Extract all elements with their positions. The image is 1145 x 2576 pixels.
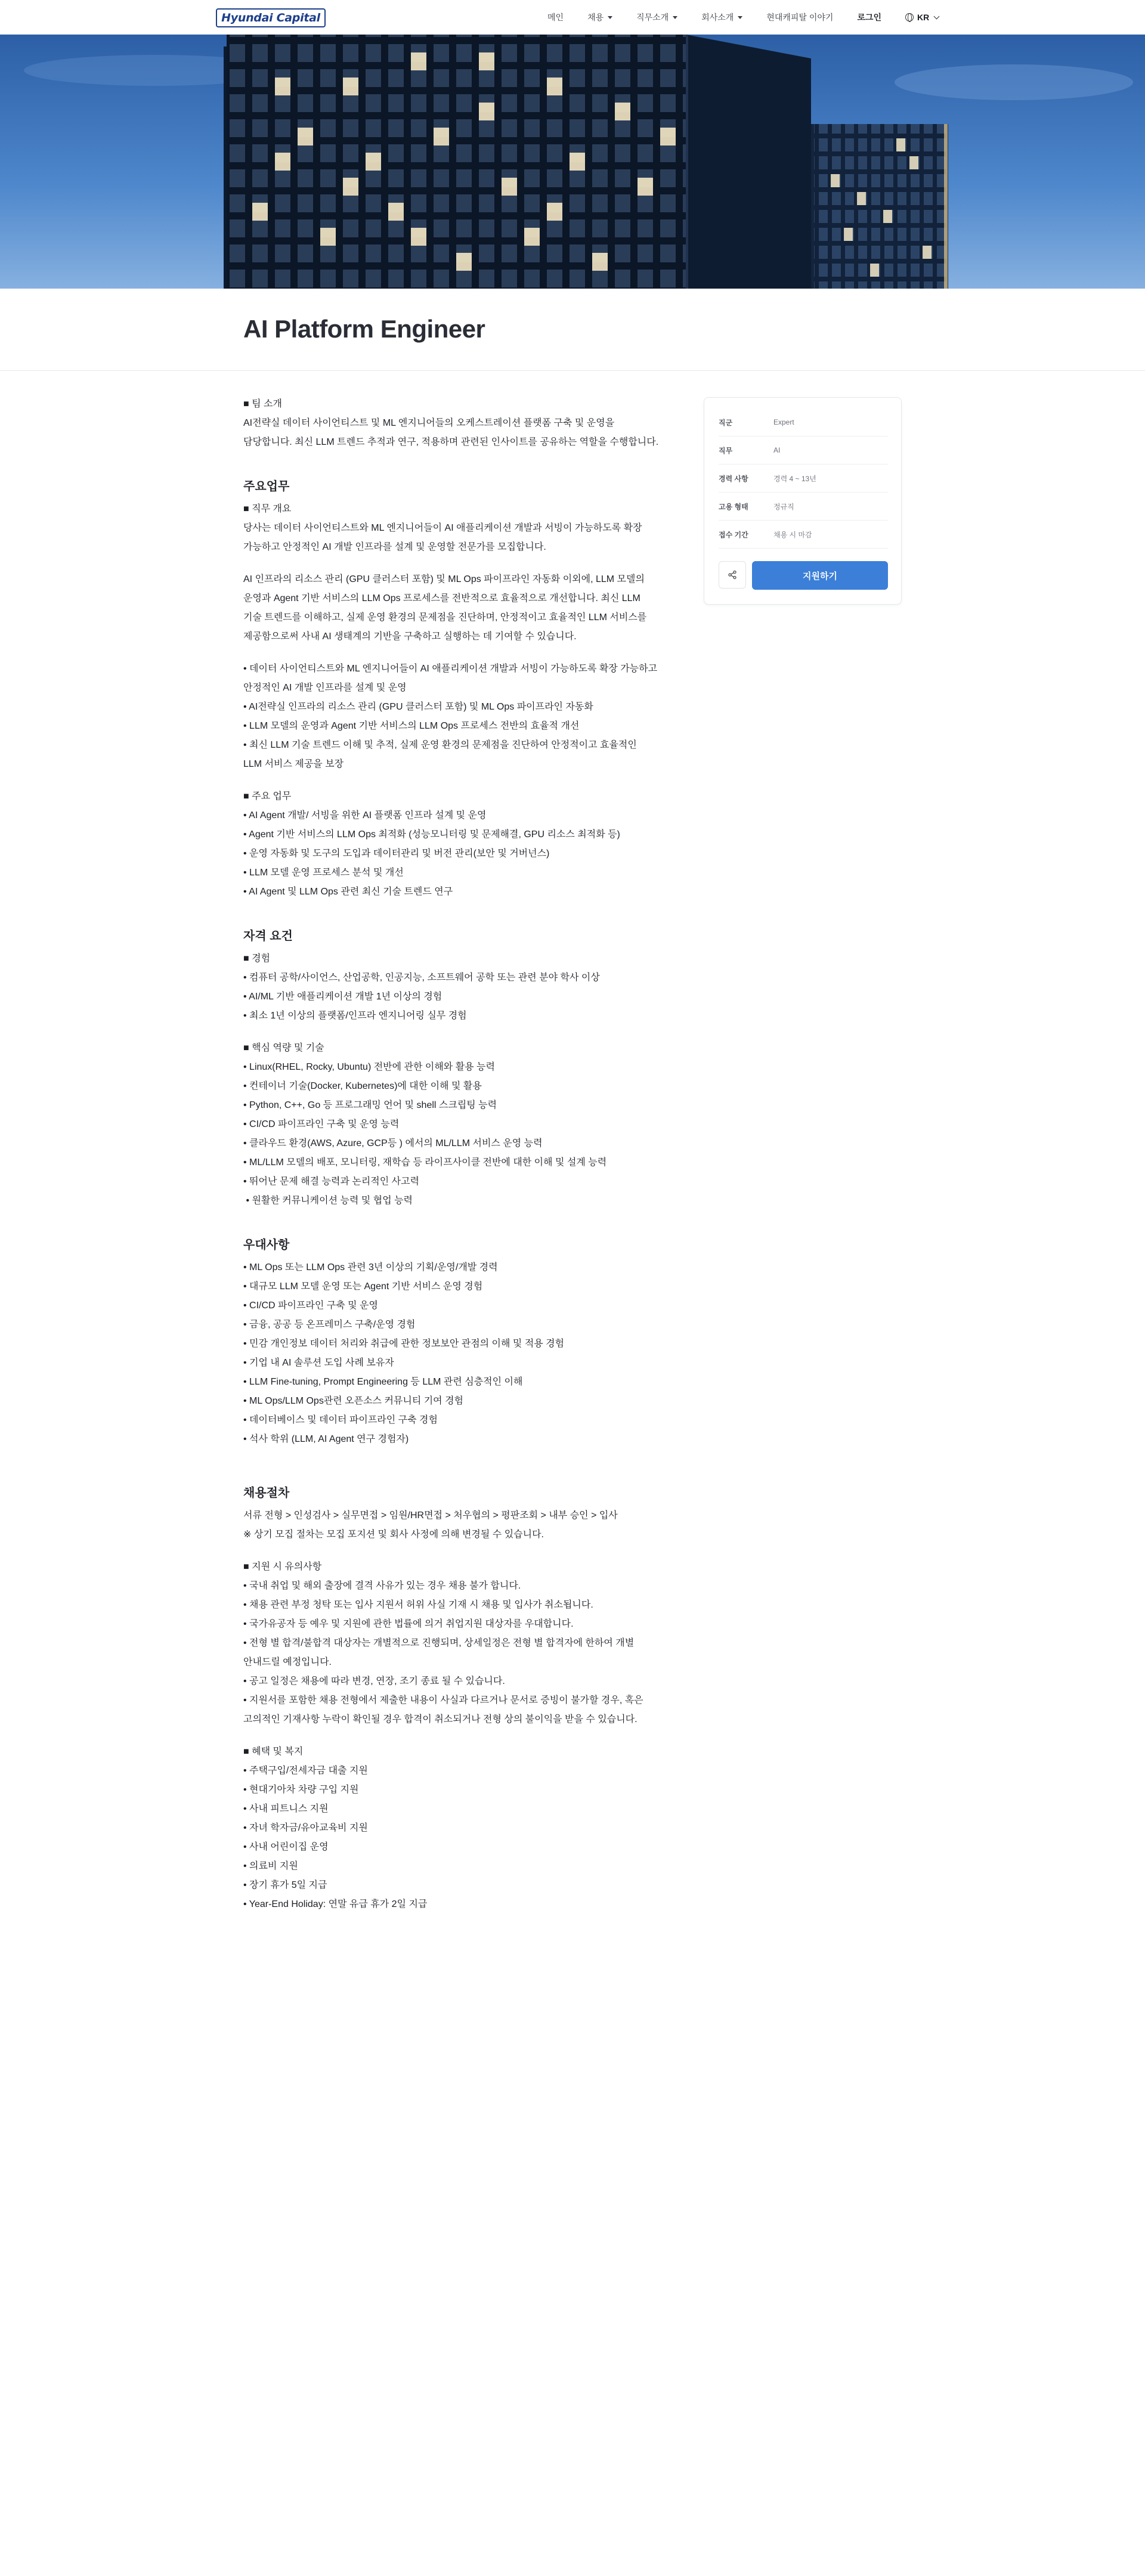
duty-item: • Agent 기반 서비스의 LLM Ops 최적화 (성능모니터링 및 문제해결, GPU 리소스 최적화 등): [243, 829, 620, 840]
card-value: Expert: [773, 418, 794, 426]
nav-item-recruit[interactable]: [587, 11, 612, 23]
card-key: 직군: [719, 418, 733, 427]
skill-item: • Python, C++, Go 등 프로그래밍 언어 및 shell 스크립팅 능력: [243, 1100, 497, 1110]
team-line: 담당합니다. 최신 LLM 트렌드 추적과 연구, 적용하며 관련된 인사이트를 공유하는 역할을 수행합니다.: [243, 437, 659, 447]
nav-label: 직무소개: [636, 13, 669, 22]
overview-bullet: • 최신 LLM 기술 트렌드 이해 및 추적, 실제 운영 환경의 문제점을 진단하여 안정적이고 효율적인: [243, 740, 637, 750]
nav-label: 회사소개: [701, 13, 734, 22]
overview-line: 가능하고 안정적인 AI 개발 인프라를 설계 및 운영할 전문가를 모집합니다.: [243, 542, 546, 552]
skill-item: • 원활한 커뮤니케이션 능력 및 협업 능력: [243, 1196, 413, 1206]
benefit-item: • Year-End Holiday: 연말 유급 휴가 2일 지급: [243, 1899, 428, 1909]
skill-item: • CI/CD 파이프라인 구축 및 운영 능력: [243, 1119, 400, 1129]
hyundai-capital-logo[interactable]: [216, 8, 326, 27]
nav-item-main[interactable]: [547, 11, 564, 23]
nav-item-company[interactable]: [701, 11, 742, 23]
skill-item: • 뛰어난 문제 해결 능력과 논리적인 사고력: [243, 1176, 420, 1187]
nav-item-jobs[interactable]: [636, 11, 677, 23]
process-line: 서류 전형 > 인성검사 > 실무면접 > 임원/HR면접 > 처우협의 > 평판조회 > 내부 승인 > 입사: [243, 1510, 618, 1521]
language-selector[interactable]: [905, 13, 939, 22]
preferred-item: • 금융, 공공 등 온프레미스 구축/운영 경험: [243, 1320, 416, 1330]
card-key: 경력 사항: [719, 474, 748, 483]
globe-icon: [905, 13, 914, 21]
process-note: ※ 상기 모집 절차는 모집 포지션 및 회사 사정에 의해 변경될 수 있습니다.: [243, 1530, 544, 1540]
notice-line: 고의적인 기재사항 누락이 확인될 경우 합격이 취소되거나 전형 상의 불이익을 받을 수 있습니다.: [243, 1714, 638, 1724]
hero-building-image: [0, 35, 1145, 289]
nav-label: 채용: [587, 13, 604, 22]
page-title: AI Platform Engineer: [243, 315, 485, 343]
overview-line: 제공함으로써 사내 AI 생태계의 기반을 구축하고 실행하는 데 기여할 수 있습니다.: [243, 631, 577, 642]
duty-item: • LLM 모델 운영 프로세스 분석 및 개선: [243, 868, 404, 878]
card-value: 정규직: [773, 502, 794, 511]
process-title: 채용절차: [243, 1487, 290, 1500]
skills-heading: ■ 핵심 역량 및 기술: [243, 1043, 324, 1053]
skill-item: • 컨테이너 기술(Docker, Kubernetes)에 대한 이해 및 활용: [243, 1081, 482, 1091]
skill-item: • ML/LLM 모델의 배포, 모니터링, 재학습 등 라이프사이클 전반에 대한 이해 및 설계 능력: [243, 1157, 607, 1168]
duty-item: • 운영 자동화 및 도구의 도입과 데이터관리 및 버전 관리(보안 및 거버넌스): [243, 849, 550, 859]
nav-item-story[interactable]: [766, 11, 833, 23]
qualifications-title: 자격 요건: [243, 930, 293, 943]
team-heading: ■ 팀 소개: [243, 399, 282, 409]
chevron-down-icon: [934, 13, 940, 19]
skill-item: • 클라우드 환경(AWS, Azure, GCP등 ) 에서의 ML/LLM 서비스 운영 능력: [243, 1138, 543, 1148]
overview-bullet: • AI전략실 인프라의 리소스 관리 (GPU 클러스터 포함) 및 ML Ops 파이프라인 자동화: [243, 702, 593, 712]
language-label: KR: [917, 13, 930, 22]
notice-line: • 전형 별 합격/불합격 대상자는 개별적으로 진행되며, 상세일정은 전형 별 합격자에 한하여 개별: [243, 1638, 635, 1648]
login-link[interactable]: 로그인: [857, 13, 882, 22]
nav-label: 현대캐피탈 이야기: [766, 13, 834, 22]
experience-heading: ■ 경험: [243, 953, 271, 964]
card-row-employment-type: [719, 493, 888, 521]
card-row-application-period: [719, 521, 888, 549]
preferred-item: • ML Ops 또는 LLM Ops 관련 3년 이상의 기획/운영/개발 경력: [243, 1262, 498, 1272]
preferred-item: • 데이터베이스 및 데이터 파이프라인 구축 경험: [243, 1415, 438, 1425]
overview-heading: ■ 직무 개요: [243, 504, 292, 514]
preferred-item: • 민감 개인정보 데이터 처리와 취급에 관한 정보보안 관점의 이해 및 적용 경험: [243, 1339, 565, 1349]
experience-item: • AI/ML 기반 애플리케이션 개발 1년 이상의 경험: [243, 992, 442, 1002]
site-header: [0, 0, 1145, 35]
main-nav: [547, 0, 939, 35]
job-summary-card: [704, 397, 902, 605]
apply-button[interactable]: 지원하기: [752, 561, 888, 590]
share-button[interactable]: [719, 561, 746, 589]
experience-item: • 컴퓨터 공학/사이언스, 산업공학, 인공지능, 소프트웨어 공학 또는 관련 분야 학사 이상: [243, 973, 600, 983]
card-key: 접수 기간: [719, 530, 748, 539]
job-description: [243, 395, 685, 1914]
notice-line: • 국내 취업 및 해외 출장에 결격 사유가 있는 경우 채용 불가 합니다.: [243, 1581, 521, 1591]
preferred-title: 우대사항: [243, 1239, 290, 1252]
duty-item: • AI Agent 개발/ 서빙을 위한 AI 플랫폼 인프라 설계 및 운영: [243, 810, 487, 821]
overview-bullet: • LLM 모델의 운영과 Agent 기반 서비스의 LLM Ops 프로세스 전반의 효율적 개선: [243, 721, 580, 731]
share-icon: [728, 570, 737, 580]
card-key: 고용 형태: [719, 502, 748, 511]
nav-label: 메인: [547, 13, 564, 22]
overview-line: 당사는 데이터 사이언티스트와 ML 엔지니어들이 AI 애플리케이션 개발과 서빙이 가능하도록 확장: [243, 523, 642, 533]
card-value: AI: [773, 446, 781, 454]
preferred-item: • 기업 내 AI 솔루션 도입 사례 보유자: [243, 1358, 394, 1368]
overview-bullet: • 데이터 사이언티스트와 ML 엔지니어들이 AI 애플리케이션 개발과 서빙이 가능하도록 확장 가능하고: [243, 664, 658, 674]
benefit-item: • 장기 휴가 5일 지급: [243, 1880, 327, 1890]
notice-heading: ■ 지원 시 유의사항: [243, 1562, 322, 1572]
preferred-item: • LLM Fine-tuning, Prompt Engineering 등 LLM 관련 심층적인 이해: [243, 1377, 523, 1387]
preferred-item: • 대규모 LLM 모델 운영 또는 Agent 기반 서비스 운영 경험: [243, 1281, 483, 1292]
card-row-experience: [719, 465, 888, 493]
notice-line: • 공고 일정은 채용에 따라 변경, 연장, 조기 종료 될 수 있습니다.: [243, 1676, 505, 1686]
benefit-item: • 주택구입/전세자금 대출 지원: [243, 1766, 368, 1776]
experience-item: • 최소 1년 이상의 플랫폼/인프라 엔지니어링 실무 경험: [243, 1011, 467, 1021]
logo-text: Hyundai Capital: [221, 11, 320, 24]
preferred-item: • CI/CD 파이프라인 구축 및 운영: [243, 1301, 378, 1311]
duties-title: 주요업무: [243, 480, 290, 493]
preferred-item: • 석사 학위 (LLM, AI Agent 연구 경험자): [243, 1434, 409, 1444]
caret-down-icon: [608, 16, 612, 19]
preferred-item: • ML Ops/LLM Ops관련 오픈소스 커뮤니티 기여 경험: [243, 1396, 463, 1406]
skill-item: • Linux(RHEL, Rocky, Ubuntu) 전반에 관한 이해와 활용 능력: [243, 1062, 495, 1072]
notice-line: 안내드릴 예정입니다.: [243, 1657, 332, 1667]
overview-line: 기술 트렌드를 이해하고, 실제 운영 환경의 문제점을 진단하며, 안정적이고 효율적인 LLM 서비스를: [243, 612, 647, 623]
card-key: 직무: [719, 446, 733, 455]
benefit-item: • 자녀 학자금/유아교육비 지원: [243, 1823, 368, 1833]
overview-bullet: LLM 서비스 제공을 보장: [243, 759, 344, 769]
caret-down-icon: [673, 16, 677, 19]
team-line: AI전략실 데이터 사이언티스트 및 ML 엔지니어들의 오케스트레이션 플랫폼 구축 및 운영을: [243, 418, 615, 428]
benefit-item: • 사내 어린이집 운영: [243, 1842, 329, 1852]
benefit-item: • 의료비 지원: [243, 1861, 298, 1871]
main-duties-heading: ■ 주요 업무: [243, 791, 292, 801]
benefit-item: • 사내 피트니스 지원: [243, 1804, 329, 1814]
caret-down-icon: [738, 16, 742, 19]
card-row-job-group: [719, 408, 888, 436]
overview-line: 운영과 Agent 기반 서비스의 LLM Ops 프로세스를 전반적으로 효율적으로 개선합니다. 최신 LLM: [243, 593, 640, 603]
card-row-job: [719, 436, 888, 465]
benefit-item: • 현대기아차 차량 구입 지원: [243, 1785, 359, 1795]
benefits-heading: ■ 혜택 및 복지: [243, 1747, 304, 1757]
overview-line: AI 인프라의 리소스 관리 (GPU 클러스터 포함) 및 ML Ops 파이프라인 자동화 이외에, LLM 모델의: [243, 574, 645, 584]
card-value: 경력 4 ~ 13년: [773, 474, 816, 483]
notice-line: • 채용 관련 부정 청탁 또는 입사 지원서 허위 사실 기재 시 채용 및 입사가 취소됩니다.: [243, 1600, 593, 1610]
notice-line: • 지원서를 포함한 채용 전형에서 제출한 내용이 사실과 다르거나 문서로 증빙이 불가할 경우, 혹은: [243, 1695, 643, 1705]
card-value: 채용 시 마감: [773, 530, 812, 539]
title-band: [0, 289, 1145, 371]
overview-bullet: 안정적인 AI 개발 인프라를 설계 및 운영: [243, 683, 407, 693]
duty-item: • AI Agent 및 LLM Ops 관련 최신 기술 트렌드 연구: [243, 887, 453, 897]
building-illustration: [0, 35, 1145, 289]
notice-line: • 국가유공자 등 예우 및 지원에 관한 법률에 의거 취업지원 대상자를 우대합니다.: [243, 1619, 574, 1629]
